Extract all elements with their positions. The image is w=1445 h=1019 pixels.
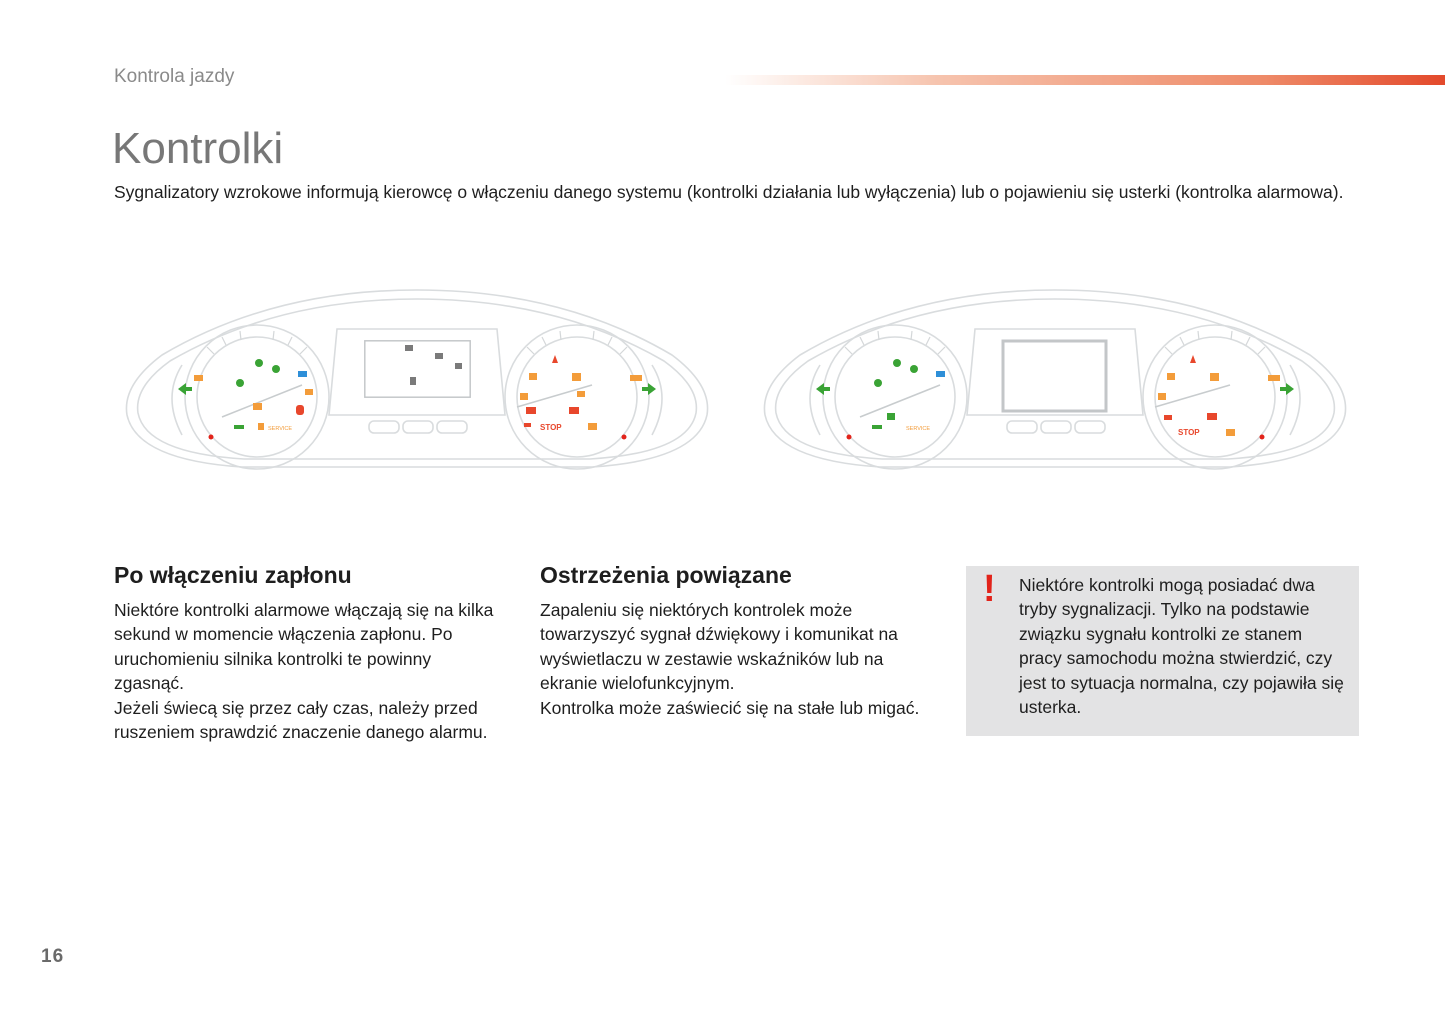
exclamation-icon: ! (983, 568, 996, 610)
service-indicator: SERVICE (268, 426, 293, 432)
page-number: 16 (41, 946, 65, 967)
page-title: Kontrolki (112, 124, 284, 173)
stop-indicator: STOP (540, 423, 562, 432)
header-accent-bar (725, 75, 1445, 85)
section-related-warnings (540, 562, 930, 720)
instrument-cluster-full (122, 285, 712, 475)
section-heading: Ostrzeżenia powiązane (540, 562, 792, 588)
instrument-cluster-basic (760, 285, 1350, 475)
section-paragraph: Niektóre kontrolki alarmowe włączają się na kilka sekund w momencie włączenia zapłonu. Po uruchomieniu silnika kontrolki te powinny zgasnąć. (114, 600, 494, 694)
service-indicator: SERVICE (906, 426, 931, 432)
warning-note-box (966, 566, 1359, 736)
note-text: Niektóre kontrolki mogą posiadać dwa tryby sygnalizacji. Tylko na podstawie związku sygnału kontrolki ze stanem pracy samochodu można stwierdzić, czy jest to sytuacja normalna, czy pojawiła się usterka. (1019, 575, 1344, 718)
section-paragraph: Jeżeli świecą się przez cały czas, należy przed ruszeniem sprawdzić znaczenie danego alarmu. (114, 697, 488, 743)
section-label: Kontrola jazdy (114, 66, 235, 87)
intro-text: Sygnalizatory wzrokowe informują kierowcę o włączeniu danego systemu (kontrolki działania lub wyłączenia) lub o pojawieniu się usterki (kontrolka alarmowa). (114, 182, 1344, 202)
section-paragraph: Zapaleniu się niektórych kontrolek może towarzyszyć sygnał dźwiękowy i komunikat na wyświetlaczu w zestawie wskaźników lub na ekranie wielofunkcyjnym. (540, 600, 898, 694)
section-paragraph: Kontrolka może zaświecić się na stałe lub migać. (540, 697, 920, 718)
stop-indicator: STOP (1178, 428, 1200, 437)
section-ignition (114, 562, 504, 744)
section-heading: Po włączeniu zapłonu (114, 562, 352, 588)
